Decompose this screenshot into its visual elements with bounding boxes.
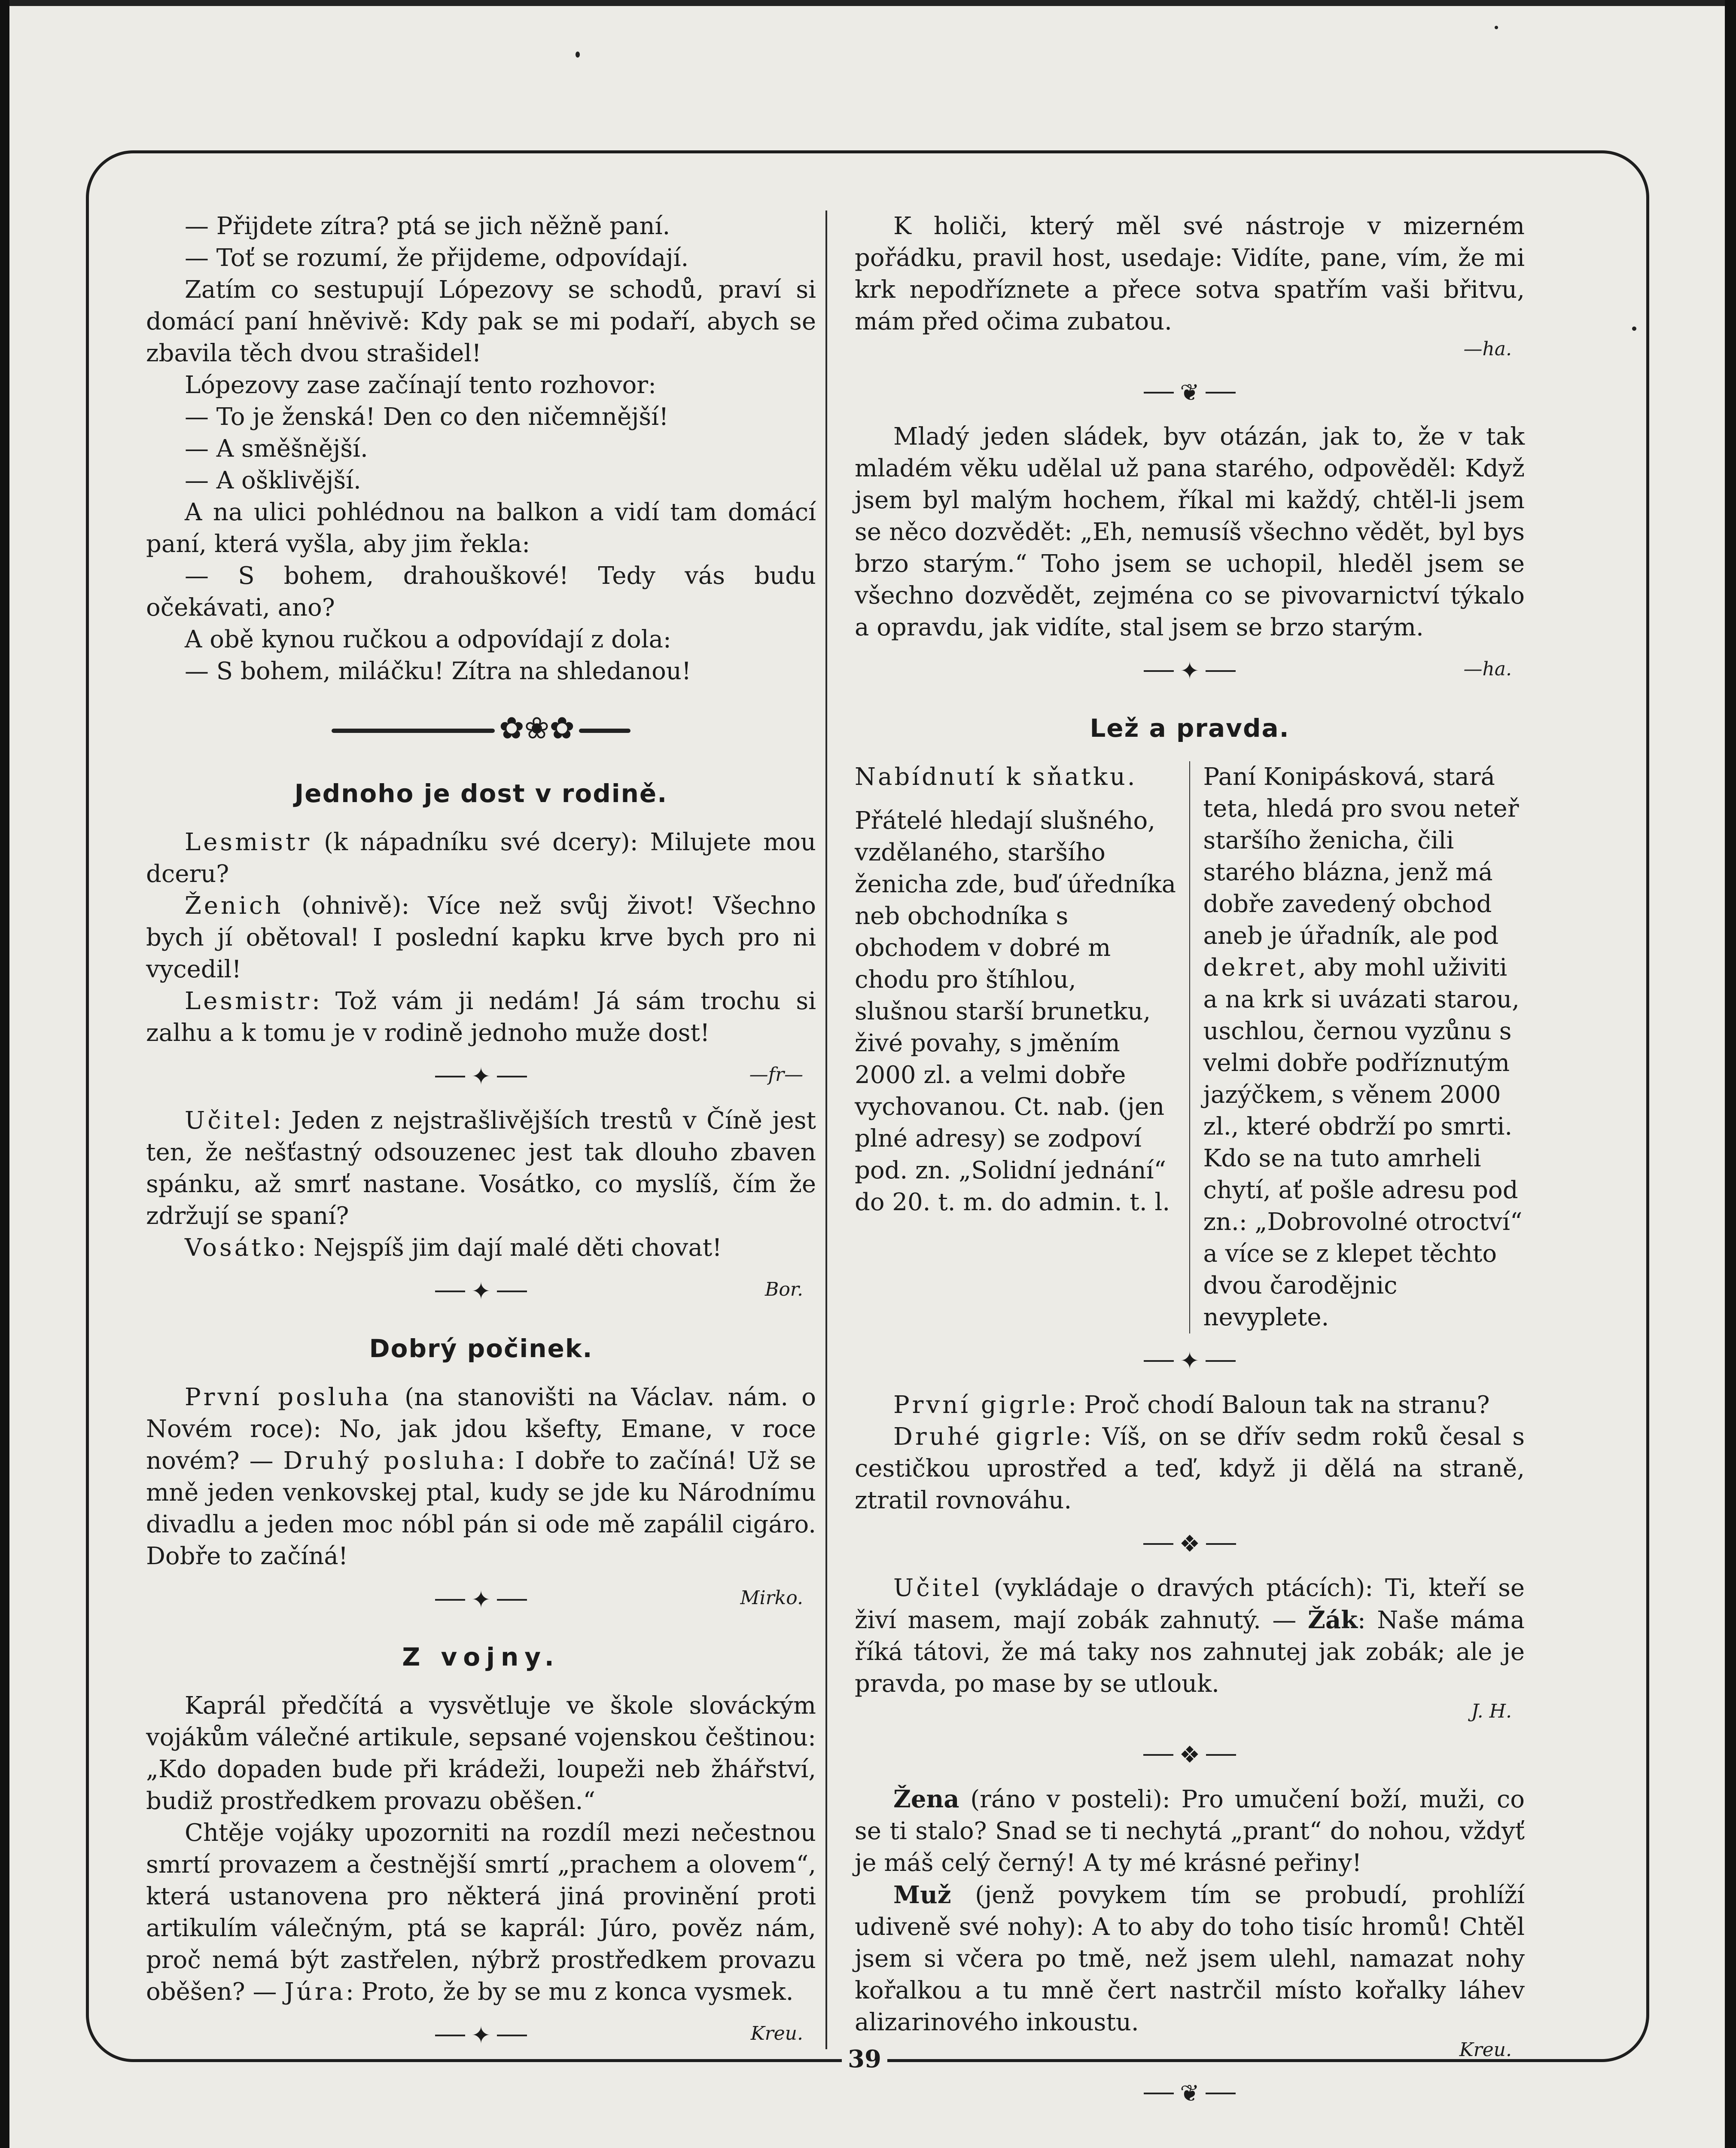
cross-ornament-icon: ✦: [471, 2022, 491, 2049]
speaker: Žena: [893, 1785, 959, 1813]
ornament-stem: [579, 729, 630, 733]
speaker: Lesmistr: [185, 987, 312, 1015]
paragraph: — To je ženská! Den co den ničemnější!: [185, 403, 669, 431]
story-pocinek: [146, 1333, 816, 1611]
dialogue-text: : Naše máma říká tátovi, že má taky nos zahnutej jak zobák; ale je pravda, po mase by se utlouk.: [855, 1606, 1525, 1698]
section-separator: [855, 2079, 1525, 2105]
story-lez-a-pravda: [855, 712, 1525, 1372]
dialogue-text: : Proč chodí Baloun tak na stranu?: [1068, 1391, 1490, 1419]
paragraph: Zatím co sestupují Lópezovy se schodů, praví si domácí paní hněvivě: Kdy pak se mi podaří, abych se zbavila těch dvou strašidel!: [146, 276, 816, 367]
dialogue-text: (na stanovišti na Václav. nám. o Novém roce): No, jak jdou kšefty, Emane, v roce novém? —: [146, 1383, 816, 1475]
dialogue-text: : Tož vám ji nedám! Já sám trochu si zalhu a k tomu je v rodině jednoho muže dost!: [146, 987, 816, 1047]
dialogue-text: (ohnivě): Více než svůj život! Všechno bych jí obětoval! I poslední kapku krve bych pro ni vycedil!: [146, 892, 816, 983]
speaker: Muž: [893, 1881, 951, 1909]
dialogue-text: : Víš, on se dřív sedm roků česal s cestičkou uprostřed a teď, když ji dělá na straně, ztratil rovnováhu.: [855, 1423, 1525, 1514]
section-separator: [855, 1529, 1525, 1555]
cross-ornament-icon: ✦: [1180, 1347, 1200, 1374]
section-separator: [855, 656, 1525, 682]
speaker: Učitel: [893, 1574, 982, 1602]
section-separator: [855, 1740, 1525, 1766]
speaker: Učitel: [185, 1107, 274, 1135]
author-signature: Mirko.: [740, 1587, 803, 1609]
section-separator: [146, 1585, 816, 1611]
paragraph: — Přijdete zítra? ptá se jich něžně paní.: [185, 212, 670, 240]
cross-ornament-icon: ✦: [471, 1586, 491, 1613]
scan-top-edge: [0, 0, 1736, 6]
speaker: Vosátko: [185, 1234, 298, 1262]
cross-ornament-icon: ✦: [471, 1063, 491, 1090]
author-signature: —ha.: [1463, 658, 1512, 680]
paragraph: — A směšnější.: [185, 435, 368, 463]
scan-left-edge: [0, 0, 9, 2148]
story-vojna: [146, 1641, 816, 2047]
paragraph: Kaprál předčítá a vysvětluje ve škole slováckým vojákům válečné artikule, sepsané vojenskou češtinou: „Kdo dopaden bude při krádeži, loupeži neb žhářství, budiž prostředkem provazu oběšen.“: [146, 1692, 816, 1815]
ornament-stem: [332, 729, 495, 733]
story-title: Lež a pravda.: [1090, 714, 1290, 743]
two-column-comparison: [855, 761, 1525, 1333]
floral-ornament: [146, 710, 816, 748]
paragraph: — S bohem, miláčku! Zítra na shledanou!: [185, 657, 691, 685]
print-speck: [576, 52, 580, 58]
paragraph: A na ulici pohlédnou na balkon a vidí tam domácí paní, která vyšla, aby jim řekla:: [146, 498, 816, 558]
story-title: Jednoho je dost v rodině.: [294, 779, 668, 808]
story-rodina: [146, 778, 816, 1088]
section-separator: [146, 1277, 816, 1303]
author-signature: Kreu.: [750, 2023, 803, 2044]
diamond-ornament-icon: ❖: [1179, 1530, 1200, 1557]
dialogue-text: : Proto, že by se mu z konca vysmek.: [345, 1978, 794, 2006]
story-title: Z vojny.: [402, 1642, 560, 1672]
speaker: První posluha: [185, 1383, 391, 1411]
dialogue-text: (vykládaje o dravých ptácích): Ti, kteří se živí masem, mají zobák zahnutý. —: [855, 1574, 1525, 1634]
speaker: Júra: [284, 1978, 346, 2006]
dialogue-text: (k nápadníku své dcery): Milujete mou dceru?: [146, 828, 816, 888]
paragraph: K holiči, který měl své nástroje v mizerném pořádku, pravil host, usedaje: Vidíte, pane, vím, že mi krk nepodříznete a přece sotva spatřím vaši břitvu, mám před očima zubatou.: [855, 212, 1525, 336]
section-separator: [146, 2021, 816, 2047]
author-signature: Bor.: [764, 1278, 803, 1300]
section-separator: [855, 1346, 1525, 1372]
author-signature: Kreu.: [1459, 2039, 1512, 2061]
dialogue-text: (ráno v posteli): Pro umučení boží, muži, co se ti stalo? Snad se ti nechytá „prant“ do nohou, vždyť je máš celý černý! A ty mé krásné peřiny!: [855, 1785, 1525, 1877]
section-separator: [855, 378, 1525, 404]
speaker: Lesmistr: [185, 828, 312, 856]
author-signature: —fr—: [749, 1064, 803, 1086]
paragraph: A obě kynou ručkou a odpovídají z dola:: [185, 625, 671, 653]
story-gigrle: [855, 1389, 1525, 1555]
ad-emphasis: dekret: [1203, 954, 1298, 982]
knot-ornament-icon: ❦: [1180, 379, 1200, 406]
dialogue-text: : I dobře to začíná! Už se mně jeden venkovskej ptal, kudy se jde ku Národnímu divadlu a jeden moc nóbl pán si ode mě zapálil cigáro. Dobře to začíná!: [146, 1447, 816, 1570]
dialogue-text: : Nejspíš jim dají malé děti chovat!: [298, 1234, 722, 1262]
ad-lie: [855, 761, 1176, 1333]
story-ptaci: [855, 1572, 1525, 1766]
author-signature: J. H.: [1471, 1700, 1512, 1722]
dialogue-text: : Jeden z nejstrašlivějších trestů v Číně jest ten, že nešťastný odsouzenec jest tak dlouho zbaven spánku, až smrť nastane. Vosátko, co myslíš, čím že zdržují se spaní?: [146, 1107, 816, 1230]
cross-ornament-icon: ✦: [471, 1278, 491, 1305]
section-separator: [146, 1062, 816, 1088]
paragraph: — A ošklivější.: [185, 467, 361, 494]
paragraph: Mladý jeden sládek, byv otázán, jak to, že v tak mladém věku udělal už pana starého, odpověděl: Když jsem byl malým hochem, říkal mi každý, chtěl-li jsem se něco dozvědět: „Eh, nemusíš všechno vědět, byl bys brzo starým.“ Toho jsem se uchopil, hleděl jsem se všechno dozvědět, zejména co se pivovarnictví týkalo a opravdu, jak vidíte, stal jsem se brzo starým.: [855, 423, 1525, 641]
flower-ornament-icon: ✿❀✿: [499, 710, 575, 746]
paragraph: — Toť se rozumí, že přijdeme, odpovídají.: [185, 244, 689, 272]
ad-text: , aby mohl uživiti a na krk si uvázati starou, uschlou, černou vyzůnu s velmi dobře podříznutým jazýčkem, s věnem 2000 zl., které obdrží po smrti. Kdo se na tuto amrheli chytí, ať pošle adresu pod zn.: „Dobrovolné otroctví“ a více se z klepet těchto dvou čarodějnic nevyplete.: [1203, 954, 1523, 1331]
story-sladek: [855, 421, 1525, 682]
ad-text: Přátelé hledají slušného, vzdělaného, staršího ženicha zde, buď úředníka neb obchodníka s obchodem v dobré m chodu pro štíhlou, slušnou starší brunetku, živé povahy, s jměním 2000 zl. a velmi dobře vychovanou. Ct. nab. (jen plné adresy) se zodpoví pod. zn. „Solidní jednání“ do 20. t. m. do admin. t. l.: [855, 807, 1176, 1216]
paragraph: Lópezovy zase začínají tento rozhovor:: [185, 371, 656, 399]
print-speck: [1495, 26, 1498, 29]
ad-text: Paní Konipásková, stará teta, hledá pro svou neteř staršího ženicha, čili starého blázna, jenž má dobře zavedený obchod aneb je úřadník, ale pod: [1203, 763, 1519, 950]
sub-column-divider: [1189, 761, 1191, 1333]
story-ucitel: [146, 1105, 816, 1303]
speaker: Druhé gigrle: [893, 1423, 1084, 1451]
knot-ornament-icon: ❦: [1180, 2080, 1200, 2107]
cross-ornament-icon: ✦: [1180, 657, 1200, 684]
page-number: 39: [842, 2045, 887, 2073]
scan-right-edge: [1725, 0, 1736, 2148]
left-column: [146, 211, 816, 2064]
speaker: Druhý posluha: [283, 1447, 497, 1475]
ad-truth: [1203, 761, 1525, 1333]
speaker: První gigrle: [893, 1391, 1069, 1419]
column-divider: [825, 211, 827, 2049]
speaker: Ženich: [185, 892, 283, 920]
diamond-ornament-icon: ❖: [1179, 1741, 1200, 1768]
opening-dialogue: [146, 211, 816, 687]
story-holic: [855, 211, 1525, 404]
paragraph: Chtěje vojáky upozorniti na rozdíl mezi nečestnou smrtí provazem a čestnější smrtí „prachem a olovem“, která ustanovena pro některá jiná provinění proti artikulím válečným, ptá se kaprál: Júro, pověz nám, proč nemá být zastřelen, nýbrž prostředkem provazu oběšen? —: [146, 1819, 816, 2006]
author-signature: —ha.: [1463, 338, 1512, 360]
story-zena: [855, 1783, 1525, 2105]
right-column: [855, 211, 1525, 2122]
dialogue-text: (jenž povykem tím se probudí, prohlíží udiveně své nohy): A to aby do toho tisíc hromů! Chtěl jsem si včera po tmě, než jsem ulehl, namazat nohy kořalkou a tu mně čert nastrčil místo kořalky láhev alizarinového inkoustu.: [855, 1881, 1525, 2036]
speaker: Žák: [1307, 1606, 1358, 1634]
story-title: Dobrý počinek.: [369, 1334, 593, 1363]
ad-heading: Nabídnutí k sňatku.: [855, 763, 1137, 791]
paragraph: — S bohem, drahouškové! Tedy vás budu očekávati, ano?: [146, 562, 816, 622]
